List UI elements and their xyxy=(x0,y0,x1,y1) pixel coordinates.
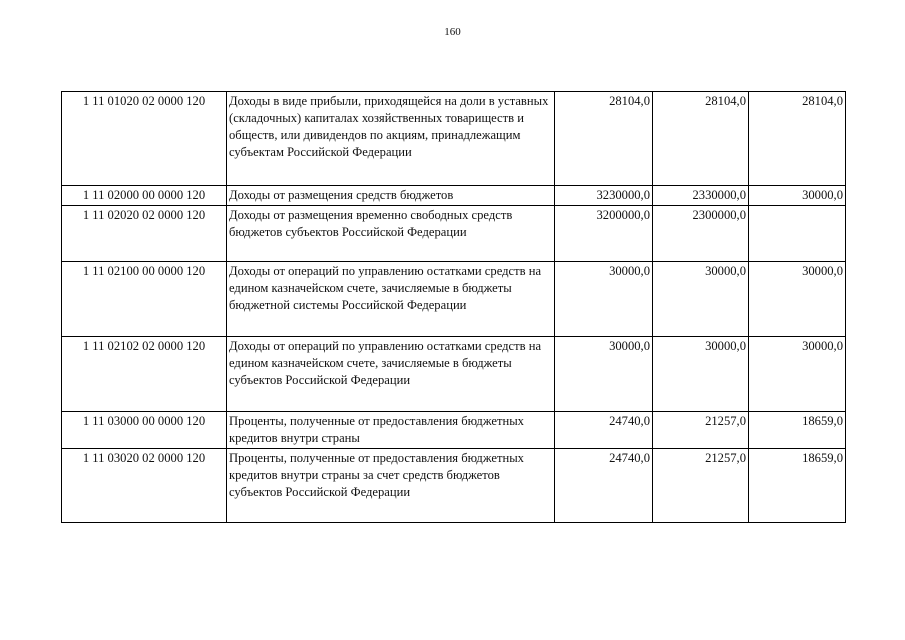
row-code: 1 11 03020 02 0000 120 xyxy=(62,449,227,523)
table-row xyxy=(62,206,846,262)
row-value-2: 21257,0 xyxy=(653,412,749,449)
table-row xyxy=(62,262,846,337)
table-row xyxy=(62,186,846,206)
row-code: 1 11 02100 00 0000 120 xyxy=(62,262,227,337)
row-value-2: 30000,0 xyxy=(653,262,749,337)
row-name: Проценты, полученные от предоставления бюджетных кредитов внутри страны xyxy=(227,412,555,449)
row-value-2: 21257,0 xyxy=(653,449,749,523)
table-row xyxy=(62,92,846,186)
row-name: Доходы от операций по управлению остатками средств на едином казначейском счете, зачисляемые в бюджеты субъектов Российской Федерации xyxy=(227,337,555,412)
row-value-2: 2330000,0 xyxy=(653,186,749,206)
table-row xyxy=(62,449,846,523)
page-number: 160 xyxy=(444,26,461,38)
row-name: Проценты, полученные от предоставления бюджетных кредитов внутри страны за счет средств бюджетов субъектов Российской Федерации xyxy=(227,449,555,523)
row-value-1: 30000,0 xyxy=(555,262,653,337)
row-value-3: 30000,0 xyxy=(749,262,846,337)
row-code: 1 11 03000 00 0000 120 xyxy=(62,412,227,449)
row-value-2: 28104,0 xyxy=(653,92,749,186)
row-name: Доходы от операций по управлению остатками средств на едином казначейском счете, зачисляемые в бюджеты бюджетной системы Российской Федерации xyxy=(227,262,555,337)
row-value-1: 30000,0 xyxy=(555,337,653,412)
row-value-3: 18659,0 xyxy=(749,412,846,449)
row-value-1: 28104,0 xyxy=(555,92,653,186)
row-value-3: 30000,0 xyxy=(749,337,846,412)
table-row xyxy=(62,337,846,412)
row-value-1: 24740,0 xyxy=(555,412,653,449)
revenue-table xyxy=(61,91,846,523)
row-value-3: 30000,0 xyxy=(749,186,846,206)
row-value-3: 28104,0 xyxy=(749,92,846,186)
row-value-1: 24740,0 xyxy=(555,449,653,523)
row-name: Доходы в виде прибыли, приходящейся на доли в уставных (складочных) капиталах хозяйственных товариществ и обществ, или дивидендов по акциям, принадлежащим субъектам Российской Федерации xyxy=(227,92,555,186)
row-value-2: 2300000,0 xyxy=(653,206,749,262)
row-name: Доходы от размещения временно свободных средств бюджетов субъектов Российской Федерации xyxy=(227,206,555,262)
row-value-1: 3230000,0 xyxy=(555,186,653,206)
row-code: 1 11 02020 02 0000 120 xyxy=(62,206,227,262)
row-value-3: 18659,0 xyxy=(749,449,846,523)
row-code: 1 11 02102 02 0000 120 xyxy=(62,337,227,412)
row-code: 1 11 01020 02 0000 120 xyxy=(62,92,227,186)
row-value-1: 3200000,0 xyxy=(555,206,653,262)
table-row xyxy=(62,412,846,449)
row-value-3 xyxy=(749,206,846,262)
row-value-2: 30000,0 xyxy=(653,337,749,412)
row-name: Доходы от размещения средств бюджетов xyxy=(227,186,555,206)
row-code: 1 11 02000 00 0000 120 xyxy=(62,186,227,206)
